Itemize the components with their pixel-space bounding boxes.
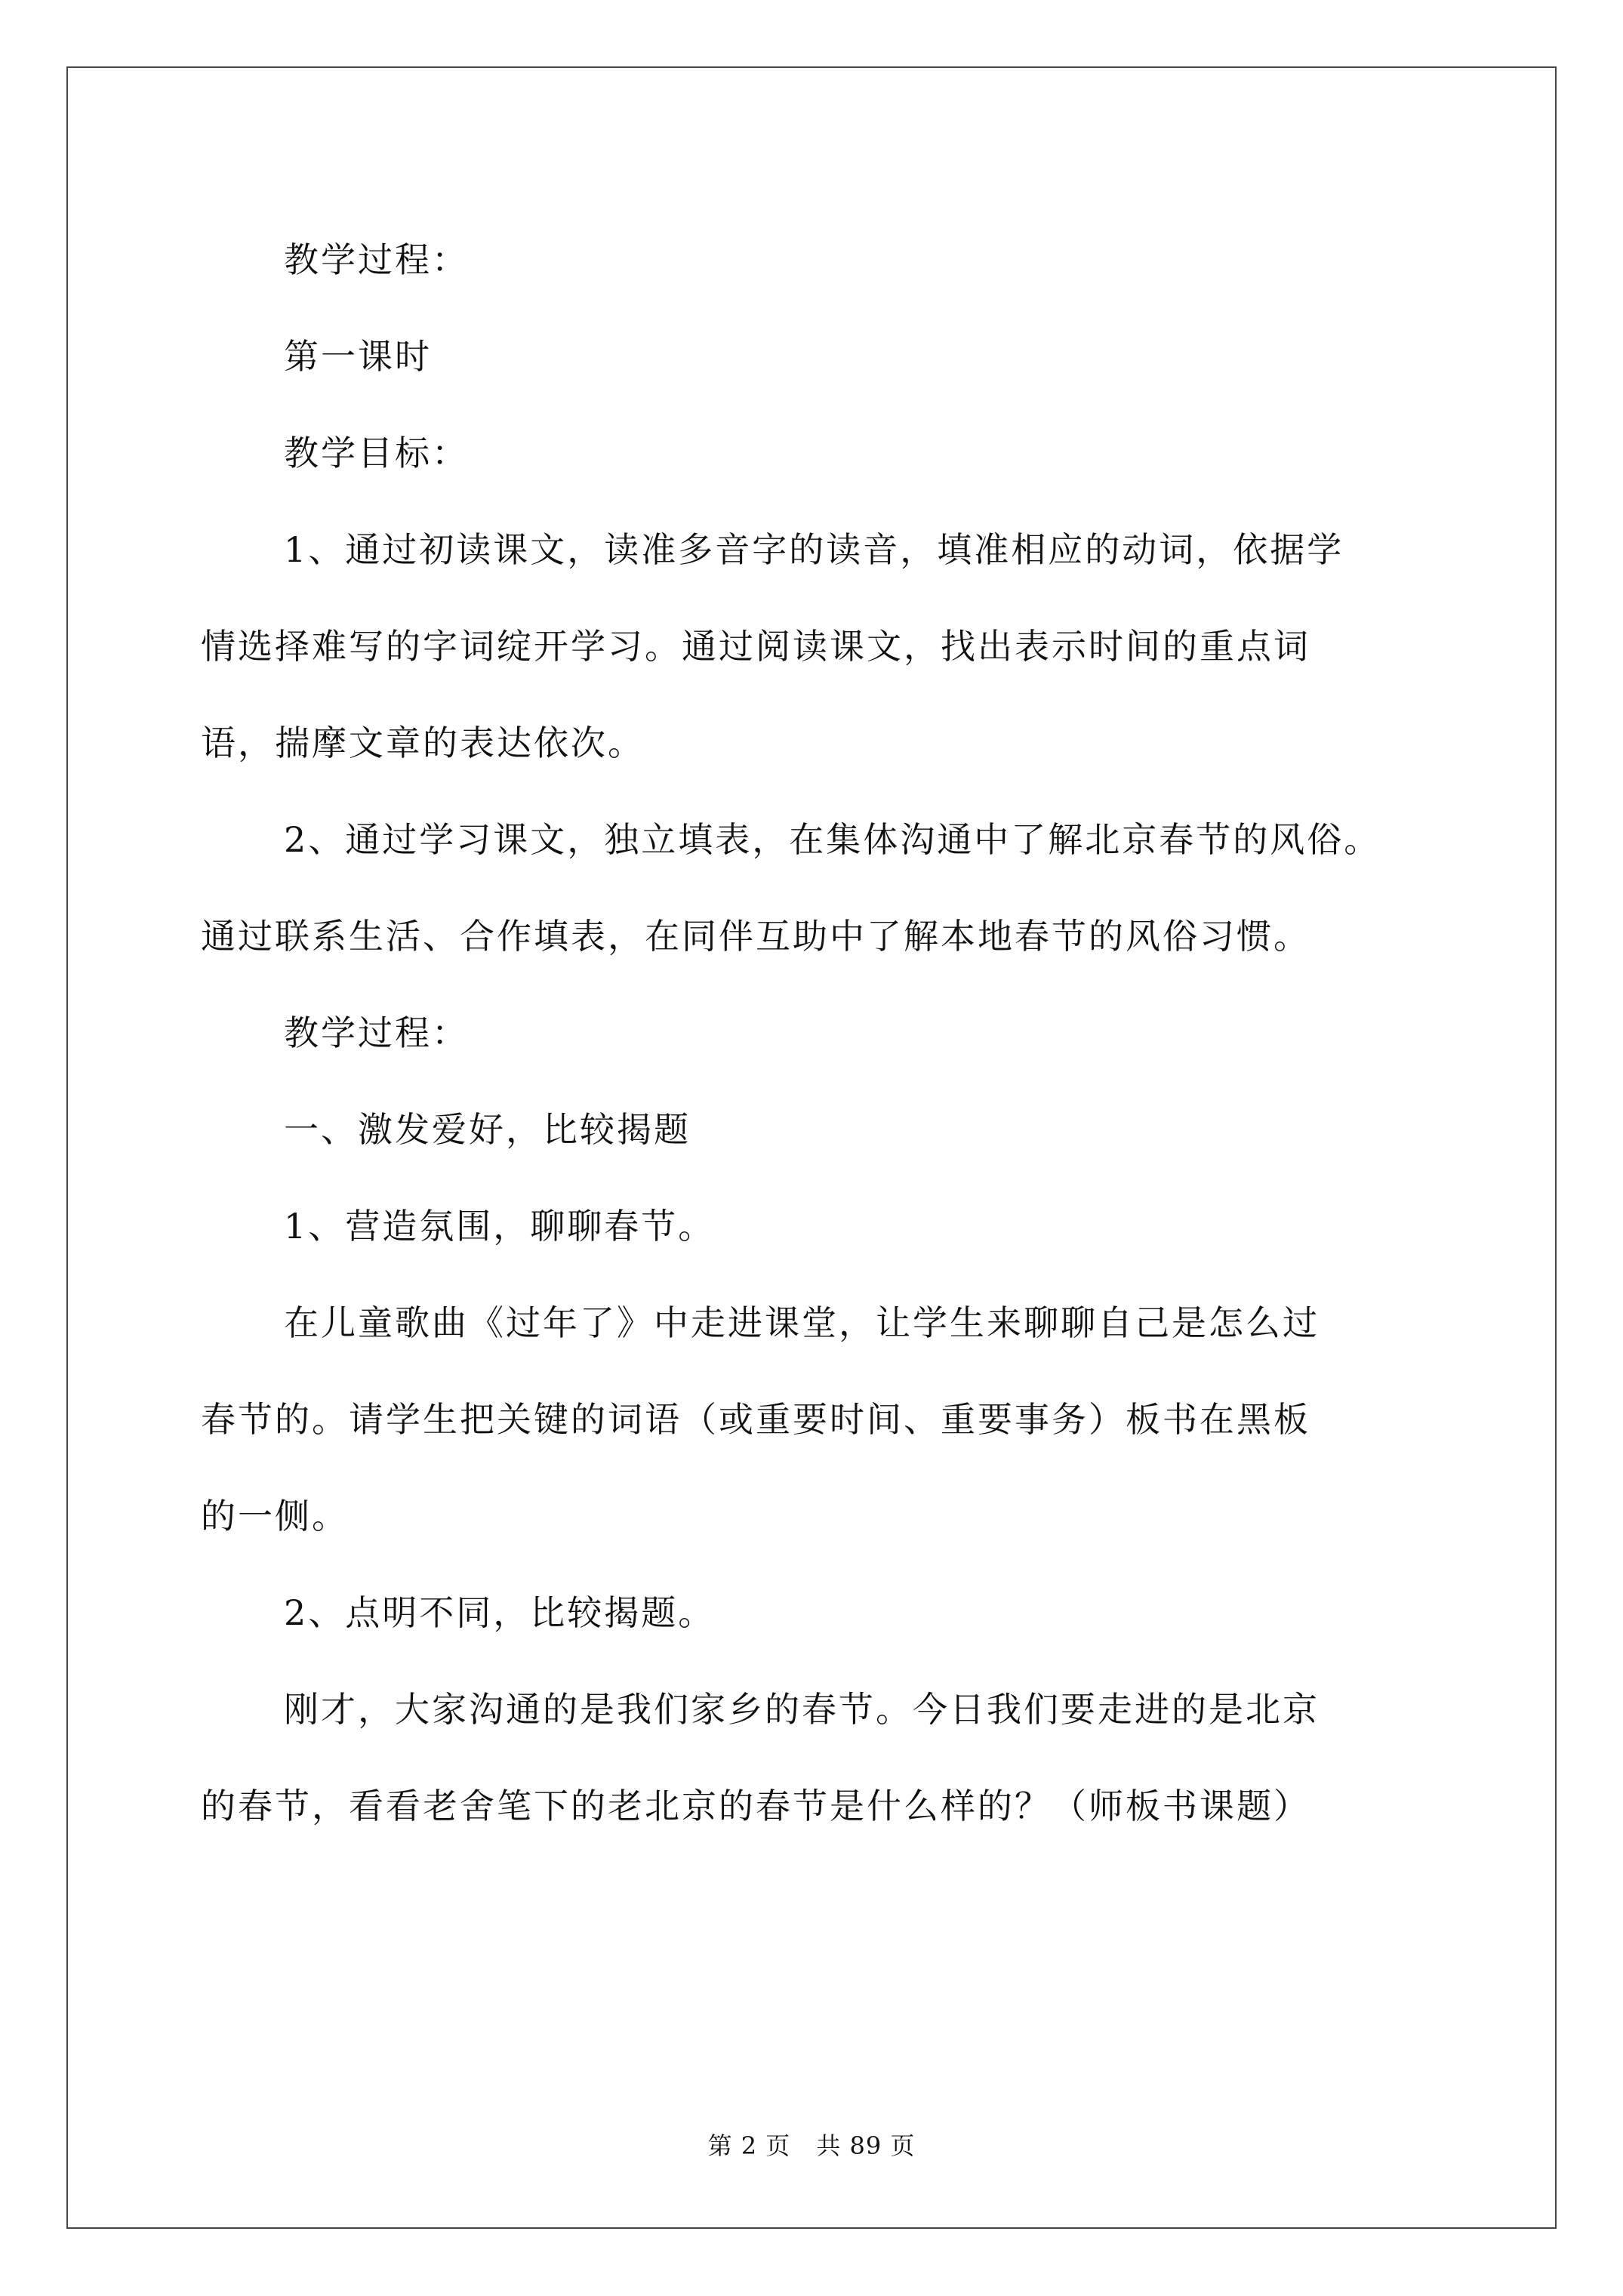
paragraph-line: 春节的。请学生把关键的词语（或重要时间、重要事务）板书在黑板 <box>201 1399 1310 1440</box>
paragraph-line: 教学目标： <box>284 433 469 473</box>
page-footer <box>0 2131 1623 2161</box>
paragraph-line: 第一课时 <box>284 336 432 377</box>
paragraph-line: 情选择难写的字词绽开学习。通过阅读课文，找出表示时间的重点词 <box>201 626 1310 667</box>
total-pages: 共 89 页 <box>816 2131 916 2160</box>
paragraph-line: 一、激发爱好，比较揭题 <box>284 1109 691 1150</box>
paragraph-line: 2、点明不同，比较揭题。 <box>284 1592 716 1633</box>
paragraph-line: 的春节，看看老舍笔下的老北京的春节是什么样的？（师板书课题） <box>201 1786 1310 1826</box>
paragraph-line: 1、营造氛围，聊聊春节。 <box>284 1206 716 1247</box>
paragraph-line: 教学过程： <box>284 1012 469 1053</box>
paragraph-line: 的一侧。 <box>201 1496 349 1536</box>
paragraph-line: 刚才，大家沟通的是我们家乡的春节。今日我们要走进的是北京 <box>284 1689 1320 1730</box>
paragraph-line: 语，揣摩文章的表达依次。 <box>201 723 645 763</box>
document-body <box>201 211 1433 1854</box>
paragraph-line: 在儿童歌曲《过年了》中走进课堂，让学生来聊聊自己是怎么过 <box>284 1302 1320 1343</box>
paragraph-line: 1、通过初读课文，读准多音字的读音，填准相应的动词，依据学 <box>284 529 1344 570</box>
page-number: 第 2 页 <box>707 2131 791 2160</box>
paragraph-line: 2、通过学习课文，独立填表，在集体沟通中了解北京春节的风俗。 <box>284 819 1381 860</box>
paragraph-line: 教学过程： <box>284 239 469 280</box>
paragraph-line: 通过联系生活、合作填表，在同伴互助中了解本地春节的风俗习惯。 <box>201 916 1310 957</box>
